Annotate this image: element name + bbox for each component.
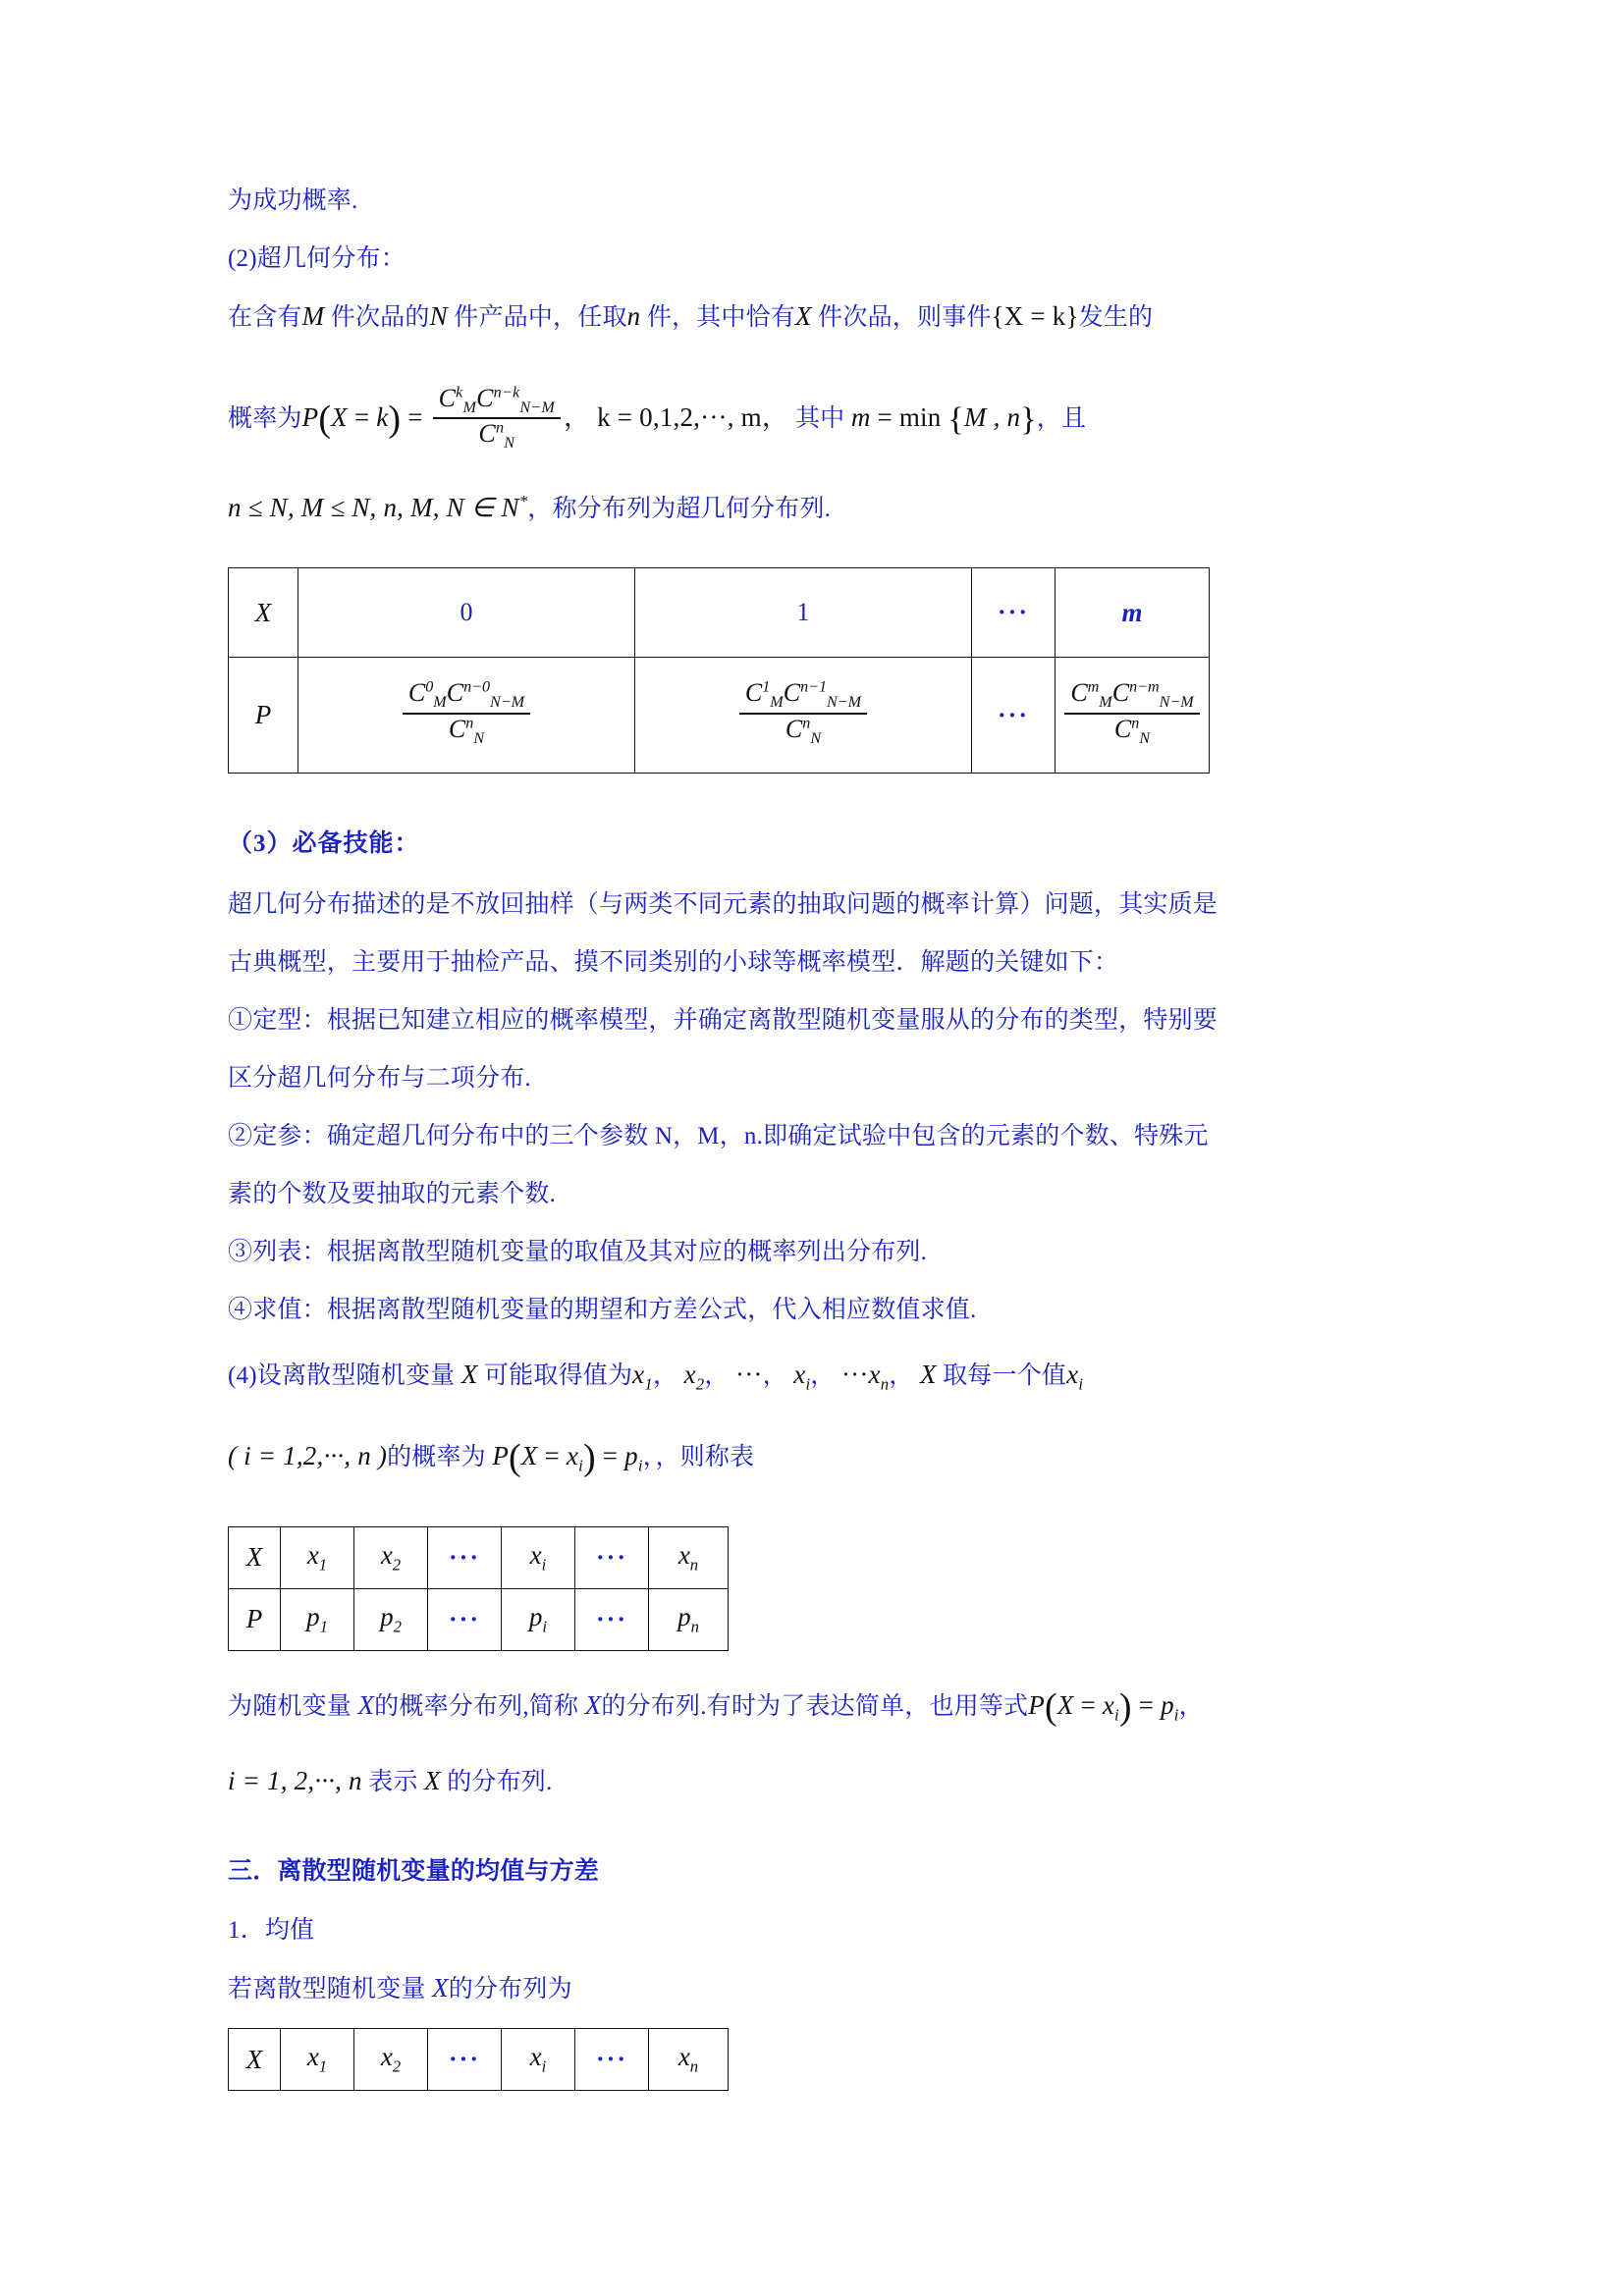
- math-min-set: {M , n}: [947, 401, 1037, 438]
- text-skills-line-2: 古典概型，主要用于抽检产品、摸不同类别的小球等概率模型．解题的关键如下：: [228, 949, 1119, 976]
- math-x1: [306, 1540, 328, 1575]
- heading-essential-skills: [228, 813, 1396, 876]
- sup-nk: n−1: [800, 678, 828, 696]
- base: x: [306, 1540, 319, 1571]
- math-index-range: ( i = 1,2,···, n ): [228, 1441, 388, 1471]
- table-cell-dots-2: [575, 1526, 649, 1588]
- math-dots-1: ···: [735, 1360, 763, 1389]
- sub: 2: [392, 2056, 402, 2076]
- sub: n: [690, 1617, 699, 1636]
- math-fraction-hypergeometric: [433, 384, 561, 453]
- sub-NM: N−M: [490, 694, 525, 712]
- text-skill-1b: 区分超几何分布与二项分布.: [228, 1065, 531, 1092]
- fraction-denominator: $C^n_N$: [433, 417, 561, 453]
- text-denotes: 表示: [368, 1769, 418, 1796]
- heading-section-three-label: 三．离散型随机变量的均值与方差: [228, 1858, 600, 1886]
- value-1: 1: [796, 598, 810, 626]
- paragraph-skills-1: [228, 876, 1396, 934]
- text-skill-2a: ②定参：确定超几何分布中的三个参数 N，M，n.即确定试验中包含的元素的个数、特殊元: [228, 1123, 1209, 1149]
- value-0: 0: [460, 598, 473, 626]
- value-ellipsis: ···: [595, 1542, 627, 1572]
- math-paren-close: ): [582, 1437, 596, 1479]
- math-p2: [380, 1602, 402, 1636]
- table-cell-value-1: [635, 568, 972, 658]
- text-after-b: 的概率分布列,简称: [374, 1692, 579, 1720]
- text-item4-mid: 可能取得值为: [483, 1362, 633, 1389]
- table-cell-xi: [502, 2029, 575, 2091]
- base: x: [677, 1540, 690, 1571]
- text-def-part2: 件次品的: [330, 304, 430, 331]
- math-pn: [677, 1602, 699, 1636]
- text-comma-x2: ，: [704, 1362, 736, 1389]
- fraction-numerator: $C^0_MC^{n-0}_{N-M}$: [407, 678, 525, 712]
- math-var-X-mean: X: [432, 1973, 449, 2003]
- base: p: [528, 1602, 543, 1632]
- math-conditions: [228, 493, 527, 522]
- paragraph-index-range-line: [228, 1745, 1396, 1818]
- table-row-P: [229, 1588, 729, 1650]
- mean-distribution-table: [228, 2028, 729, 2091]
- math-x1: [306, 2042, 328, 2076]
- hypergeometric-distribution-table: [228, 567, 1210, 774]
- table-cell-value-dots: [972, 568, 1056, 658]
- math-x2: [380, 2042, 402, 2076]
- math-xi-2: $x_i$: [1066, 1360, 1084, 1394]
- text-among-which: 其中: [794, 405, 845, 432]
- table-cell-x1: [281, 1526, 354, 1588]
- text-probability-prefix: 概率为: [228, 405, 302, 432]
- text-mean-intro-a: 若离散型随机变量: [228, 1976, 426, 2003]
- base: x: [380, 2042, 393, 2072]
- table-cell-row-label-P: [229, 658, 298, 774]
- label-P: P: [245, 1604, 263, 1634]
- math-var-X-item4b: X: [919, 1360, 937, 1389]
- math-xi: [529, 2042, 547, 2076]
- table-cell-value-m: [1056, 568, 1210, 658]
- table-cell-prob-dots: [972, 658, 1056, 774]
- list-item-skill-3: [228, 1223, 1396, 1281]
- table-cell-xi: [502, 1526, 575, 1588]
- sub: i: [542, 1617, 548, 1636]
- paragraph-item-4: [228, 1339, 1396, 1419]
- value-m: m: [1121, 597, 1143, 627]
- table-cell-pn: [649, 1588, 729, 1650]
- paragraph-hypergeometric-label: [228, 230, 1396, 288]
- text-conditions-tail: 称分布列为超几何分布列.: [552, 496, 832, 522]
- math-equals-inner: =: [353, 402, 370, 432]
- distribution-table: [228, 1526, 729, 1651]
- math-var-M: M: [301, 301, 325, 331]
- base: p: [306, 1602, 320, 1632]
- sub: n: [689, 1555, 699, 1575]
- list-item-skill-1b: [228, 1049, 1396, 1107]
- table-cell-label-X: [229, 2029, 281, 2091]
- text-comma-4: ，: [642, 1444, 656, 1471]
- sup-nm: n−m: [1129, 678, 1160, 696]
- math-var-N: N: [429, 301, 448, 331]
- text-distribution-of: 的分布列.: [447, 1769, 553, 1796]
- paragraph-mean-intro: [228, 1959, 1396, 2018]
- math-brace-close: }: [1020, 401, 1037, 438]
- text-and: 且: [1060, 405, 1087, 432]
- math-brace: {: [947, 401, 964, 438]
- text-comma-xn: ，: [889, 1362, 920, 1389]
- sup-n: n: [465, 714, 474, 731]
- math-var-n: n: [626, 301, 641, 331]
- math-formula-P-of-X: [301, 399, 402, 440]
- text-hypergeometric-label: (2)超几何分布：: [228, 245, 406, 272]
- fraction-prob-0: [403, 678, 530, 747]
- fraction-denominator: $C^n_N$: [403, 713, 530, 748]
- math-paren-open: (: [1044, 1685, 1057, 1728]
- math-symbol-m: m: [850, 402, 871, 432]
- list-item-skill-2a: [228, 1107, 1396, 1165]
- sub-NM: N−M: [1159, 694, 1194, 712]
- table-cell-prob-1: [635, 658, 972, 774]
- math-paren-close: ): [1118, 1685, 1132, 1728]
- math-var-X-item4: X: [460, 1360, 478, 1389]
- table-cell-label-P: [229, 1588, 281, 1650]
- sup-k: 1: [762, 678, 771, 696]
- text-comma-x1: ，: [652, 1362, 684, 1389]
- text-comma-xi: ，: [810, 1362, 841, 1389]
- document-body: [228, 172, 1396, 2091]
- math-symbol-P: P: [301, 402, 319, 432]
- table-cell-value-0: [298, 568, 635, 658]
- paragraph-conditions: [228, 467, 1396, 544]
- math-paren-close: ): [388, 399, 402, 440]
- text-after-a: 为随机变量: [228, 1692, 352, 1720]
- math-equals: =: [544, 1441, 560, 1471]
- sub: 1: [318, 2056, 328, 2076]
- text-success-probability: 为成功概率.: [228, 187, 358, 214]
- math-equals-2: =: [1131, 1689, 1162, 1720]
- fraction-prob-m: [1064, 678, 1199, 747]
- sup-k: 0: [425, 678, 434, 696]
- sub-N: N: [810, 729, 822, 747]
- text-comma-5: ，: [1178, 1692, 1204, 1720]
- math-P-X-equals-xi: $P(X = x_i) = p_i$: [492, 1437, 643, 1479]
- sup-n: n: [1131, 714, 1140, 731]
- text-skill-2b: 素的个数及要抽取的元素个数.: [228, 1181, 557, 1207]
- math-var-X: X: [795, 301, 812, 331]
- fraction-numerator: $C^k_MC^{n-k}_{N-M}$: [438, 384, 555, 417]
- table-cell-xn: [649, 2029, 729, 2091]
- fraction-denominator: $C^n_N$: [1064, 713, 1199, 748]
- math-xn: [677, 2042, 699, 2076]
- math-pi: [528, 1602, 548, 1636]
- subheading-mean: [228, 1902, 1396, 1959]
- math-event-set: {X = k}: [991, 301, 1079, 331]
- math-x2: $x_2$: [683, 1360, 705, 1394]
- sup-m: m: [1087, 678, 1100, 696]
- list-item-skill-4: [228, 1281, 1396, 1339]
- table-cell-pi: [502, 1588, 575, 1650]
- sub: n: [689, 2056, 699, 2076]
- sub-N: N: [1139, 729, 1151, 747]
- sub: 1: [319, 1617, 328, 1636]
- math-dots-2: ···: [840, 1360, 869, 1389]
- subheading-mean-label: 1．均值: [228, 1917, 315, 1945]
- math-symbol-k: k: [376, 402, 389, 432]
- math-P-X-equals-xi-2: $P(X = x_i) = p_i$: [1028, 1685, 1179, 1728]
- paragraph-probability-formula: [228, 370, 1396, 467]
- value-ellipsis: ···: [595, 1604, 627, 1633]
- table-cell-label-X: [229, 1526, 281, 1588]
- math-equals-2: =: [595, 1441, 625, 1471]
- value-ellipsis: ···: [595, 2045, 627, 2074]
- math-var-X-3: X: [424, 1766, 441, 1796]
- table-cell-p1: [281, 1588, 354, 1650]
- table-cell-dots-2: [575, 2029, 649, 2091]
- list-item-skill-2b: [228, 1165, 1396, 1223]
- table-cell-row-label-X: [229, 568, 298, 658]
- sub: 1: [318, 1555, 328, 1575]
- text-def-part5: 件次品，则事件: [818, 304, 992, 331]
- math-var-X-blue-2: X: [584, 1689, 602, 1720]
- math-star-superscript: *: [518, 492, 528, 510]
- base: x: [529, 2042, 542, 2072]
- sub: i: [541, 1555, 547, 1575]
- math-equals-main: =: [401, 402, 430, 432]
- text-def-part3: 件产品中，任取: [454, 304, 627, 331]
- paragraph-after-table: [228, 1675, 1396, 1745]
- text-then-table: ，则称表: [655, 1444, 755, 1471]
- table-cell-x1: [281, 2029, 354, 2091]
- value-ellipsis: ···: [448, 1604, 480, 1633]
- sup-n: n: [802, 714, 811, 731]
- math-comma-1: ，: [564, 402, 598, 432]
- text-skill-1a: ①定型：根据已知建立相应的概率模型，并确定离散型随机变量服从的分布的类型，特别要: [228, 1007, 1218, 1034]
- table-row-X: [229, 2029, 729, 2091]
- label-X: X: [245, 2044, 263, 2074]
- table-cell-xn: [649, 1526, 729, 1588]
- fraction-numerator: $C^m_MC^{n-m}_{N-M}$: [1070, 678, 1194, 712]
- text-comma-3: ，: [527, 496, 553, 522]
- math-paren-open: (: [318, 399, 332, 440]
- base: x: [380, 1540, 393, 1571]
- text-skills-line-1: 超几何分布描述的是不放回抽样（与两类不同元素的抽取问题的概率计算）问题，其实质是: [228, 891, 1218, 918]
- table-cell-x2: [354, 1526, 428, 1588]
- paragraph-prob-definition: [228, 1419, 1396, 1502]
- fraction-numerator: $C^1_MC^{n-1}_{N-M}$: [744, 678, 862, 712]
- math-x1: $x_1$: [632, 1360, 653, 1394]
- text-def-part6: 发生的: [1078, 304, 1154, 331]
- table-cell-dots-1: [428, 1526, 502, 1588]
- table-cell-prob-m: [1056, 658, 1210, 774]
- math-comma-2: ，: [761, 402, 795, 432]
- math-index-range-2: i = 1, 2,···, n: [228, 1766, 362, 1796]
- table-cell-x2: [354, 2029, 428, 2091]
- paragraph-hypergeometric-definition: [228, 288, 1396, 347]
- paragraph-skills-2: [228, 934, 1396, 991]
- table-row-X: [229, 1526, 729, 1588]
- text-def-part4: 件，其中恰有: [646, 304, 796, 331]
- math-var-X-blue-1: X: [357, 1689, 375, 1720]
- value-ellipsis: ···: [997, 700, 1029, 729]
- label-X: X: [245, 1542, 263, 1573]
- math-xn: $x_n$: [868, 1360, 890, 1394]
- sub-M: M: [433, 694, 447, 712]
- heading-essential-skills-label: （3）必备技能：: [228, 830, 420, 857]
- math-conditions-text: n ≤ N, M ≤ N, n, M, N ∈ N: [228, 493, 519, 522]
- table-cell-dots-1: [428, 2029, 502, 2091]
- value-ellipsis: ···: [448, 2045, 480, 2074]
- text-mean-intro-b: 的分布列为: [448, 1976, 572, 2003]
- math-p1: [306, 1602, 328, 1636]
- math-symbol-X: X: [331, 402, 348, 432]
- table-cell-dots-4: [575, 1588, 649, 1650]
- math-k-range: k = 0,1,2,···, m: [597, 402, 762, 432]
- text-comma-and: ，: [1036, 405, 1061, 432]
- text-skill-4: ④求值：根据离散型随机变量的期望和方差公式，代入相应数值求值.: [228, 1297, 977, 1323]
- fraction-prob-1: [739, 678, 867, 747]
- math-xn: [677, 1540, 699, 1575]
- math-min-operator: min: [898, 402, 942, 432]
- base: x: [529, 1540, 542, 1571]
- sub-N: N: [473, 729, 485, 747]
- table-cell-dots-3: [428, 1588, 502, 1650]
- base: p: [677, 1602, 691, 1632]
- text-comma-dots: ，: [762, 1362, 794, 1389]
- text-def-part1: 在含有: [228, 304, 302, 331]
- label-P: P: [254, 700, 272, 729]
- text-item4-prefix: (4)设离散型随机变量: [228, 1362, 456, 1389]
- table-row-probabilities: [229, 658, 1210, 774]
- list-item-skill-1a: [228, 991, 1396, 1049]
- math-equals: =: [1080, 1689, 1096, 1720]
- value-ellipsis: ···: [997, 598, 1029, 626]
- table-cell-prob-0: [298, 658, 635, 774]
- paragraph-success-probability: [228, 172, 1396, 230]
- sub-M: M: [1099, 694, 1112, 712]
- math-x2: [380, 1540, 402, 1575]
- sub-NM: N−M: [827, 694, 862, 712]
- label-X: X: [254, 597, 272, 627]
- base: x: [677, 2042, 690, 2072]
- sub-M: M: [770, 694, 784, 712]
- sub: 2: [392, 1555, 402, 1575]
- math-paren-open: (: [509, 1437, 521, 1479]
- sub: i: [541, 2056, 547, 2076]
- heading-section-three: [228, 1842, 1396, 1902]
- text-prob-prefix: 的概率为: [387, 1444, 486, 1471]
- fraction-denominator: $C^n_N$: [739, 713, 867, 748]
- table-row-header: [229, 568, 1210, 658]
- value-ellipsis: ···: [448, 1542, 480, 1572]
- math-equals-m: =: [870, 402, 899, 432]
- math-xi: $x_i$: [793, 1360, 811, 1394]
- base: x: [306, 2042, 319, 2072]
- text-after-c: 的分布列.有时为了表达简单，也用等式: [601, 1692, 1029, 1720]
- sub: 2: [393, 1617, 402, 1636]
- math-xi: [529, 1540, 547, 1575]
- base: p: [380, 1602, 394, 1632]
- text-skill-3: ③列表：根据离散型随机变量的取值及其对应的概率列出分布列.: [228, 1239, 928, 1265]
- text-item4-tail: 取每一个值: [943, 1362, 1067, 1389]
- sup-nk: n−0: [463, 678, 491, 696]
- table-cell-p2: [354, 1588, 428, 1650]
